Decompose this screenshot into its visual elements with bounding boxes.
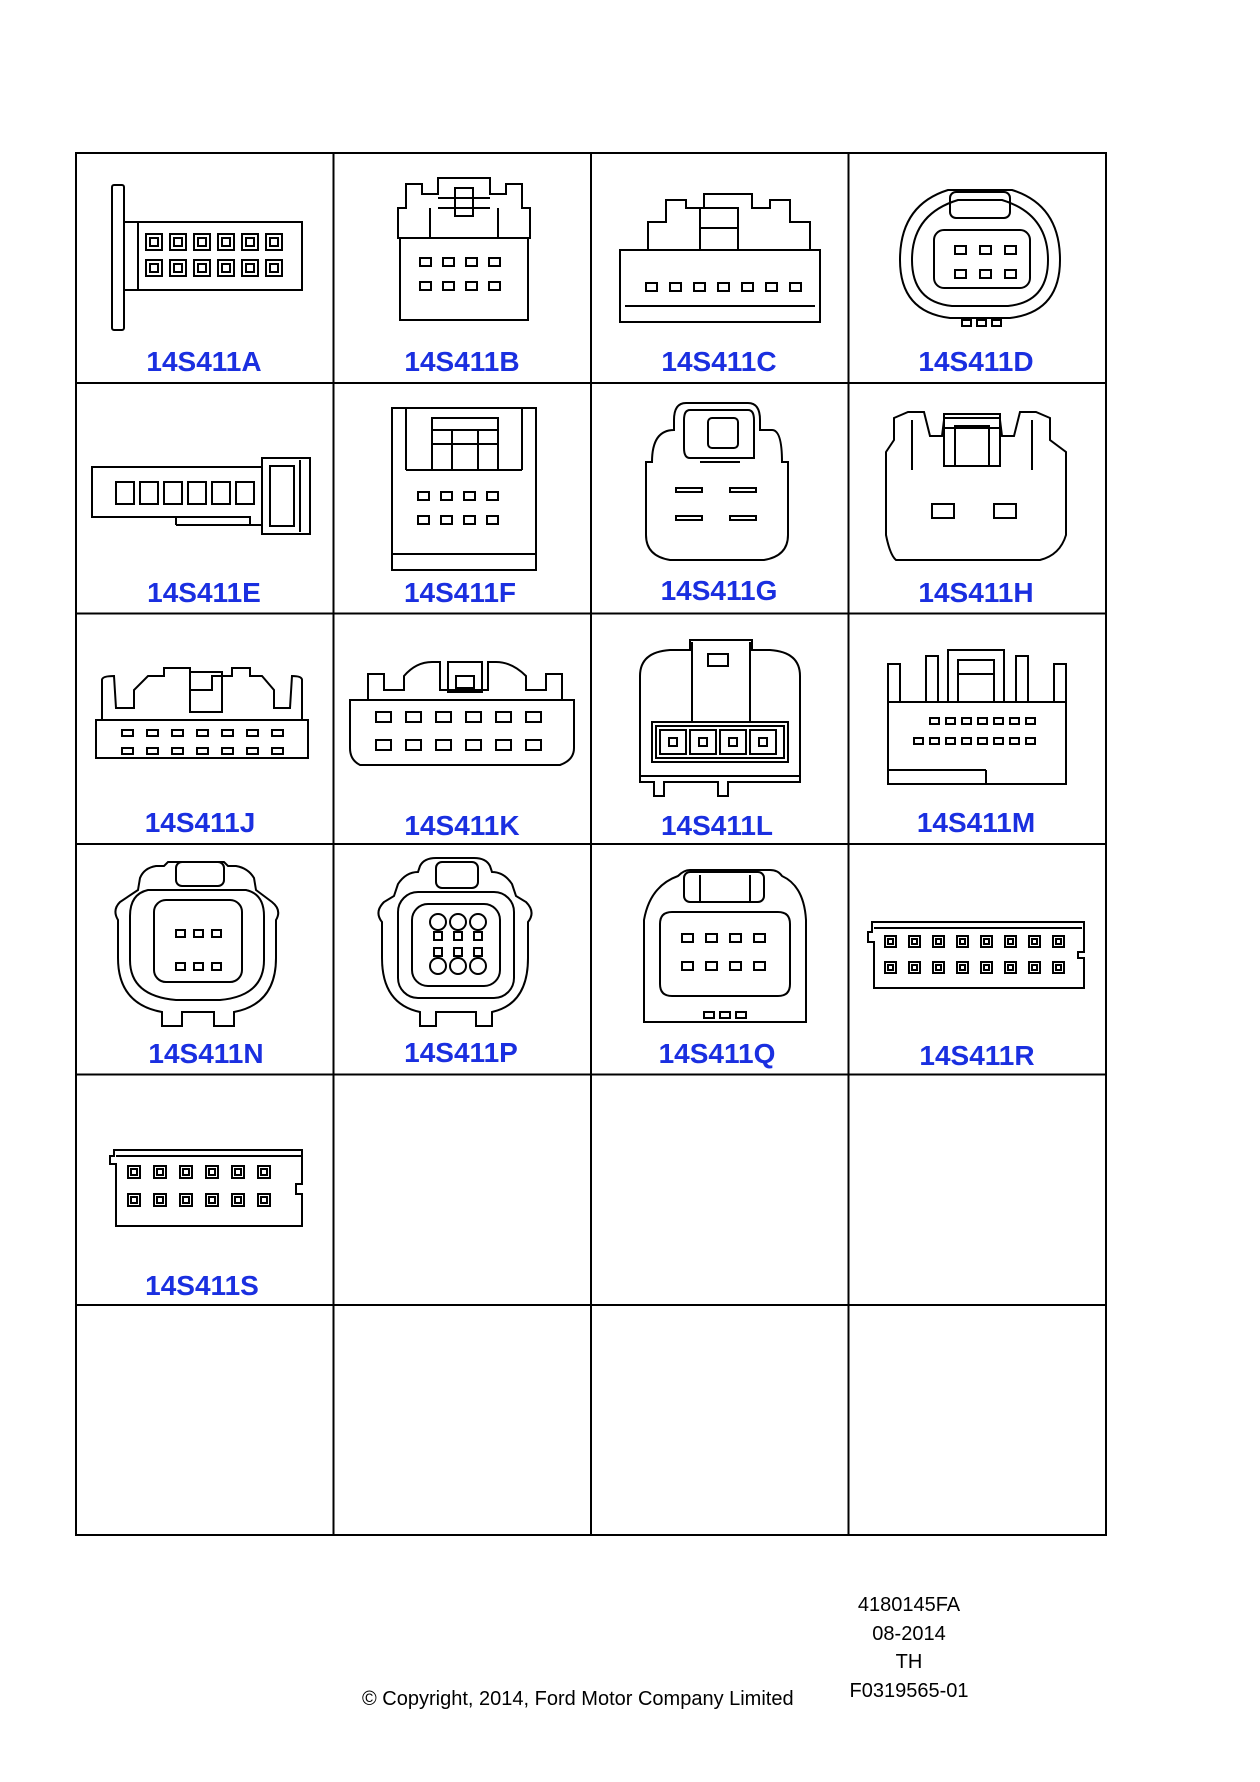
connector-drawing-14S411R (868, 922, 1084, 988)
connector-drawing-14S411B (398, 178, 530, 320)
connector-label: 14S411B (404, 346, 520, 377)
connector-drawing-14S411A (112, 185, 302, 330)
connector-drawing-14S411E (92, 458, 310, 534)
connector-label: 14S411K (404, 810, 520, 841)
connector-drawing-14S411J (96, 668, 308, 758)
connector-label: 14S411F (403, 577, 517, 608)
connector-label: 14S411R (919, 1040, 1035, 1071)
reference-code: 4180145FA (857, 1594, 961, 1616)
connector-drawing-14S411S (110, 1150, 302, 1226)
connector-label: 14S411G (660, 575, 778, 606)
connector-drawing-14S411F (392, 408, 536, 570)
connector-drawing-14S411G (646, 403, 788, 560)
connector-label: 14S411P (404, 1037, 518, 1068)
connector-drawing-14S411K (350, 662, 574, 765)
reference-date: 08-2014 (872, 1622, 946, 1645)
connector-drawing-14S411C (620, 194, 820, 322)
connector-label: 14S411H (918, 577, 1034, 608)
connector-drawing-14S411H (886, 412, 1066, 560)
connector-drawing-14S411N (115, 862, 278, 1026)
connector-label: 14S411M (916, 807, 1036, 838)
connector-drawing-14S411Q (644, 870, 806, 1022)
connector-label: 14S411Q (658, 1038, 776, 1069)
connector-label: 14S411A (146, 346, 262, 377)
connector-label: 14S411C (661, 346, 777, 377)
connector-label: 14S411S (145, 1270, 259, 1301)
figure-number: F0319565-01 (849, 1679, 969, 1702)
reference-initials: TH (895, 1651, 923, 1673)
copyright-notice: © Copyright, 2014, Ford Motor Company Limited (362, 1688, 794, 1710)
connector-drawing-14S411L (640, 640, 800, 796)
connector-label: 14S411L (660, 810, 774, 841)
connector-drawing-14S411P (378, 858, 531, 1026)
connector-label: 14S411E (147, 577, 261, 608)
connector-drawing-14S411D (900, 190, 1060, 326)
connector-label: 14S411J (144, 807, 256, 838)
connector-drawing-14S411M (888, 650, 1066, 784)
connector-label: 14S411N (148, 1038, 264, 1069)
connector-label: 14S411D (918, 346, 1034, 377)
drawing-reference-block (829, 1591, 989, 1705)
